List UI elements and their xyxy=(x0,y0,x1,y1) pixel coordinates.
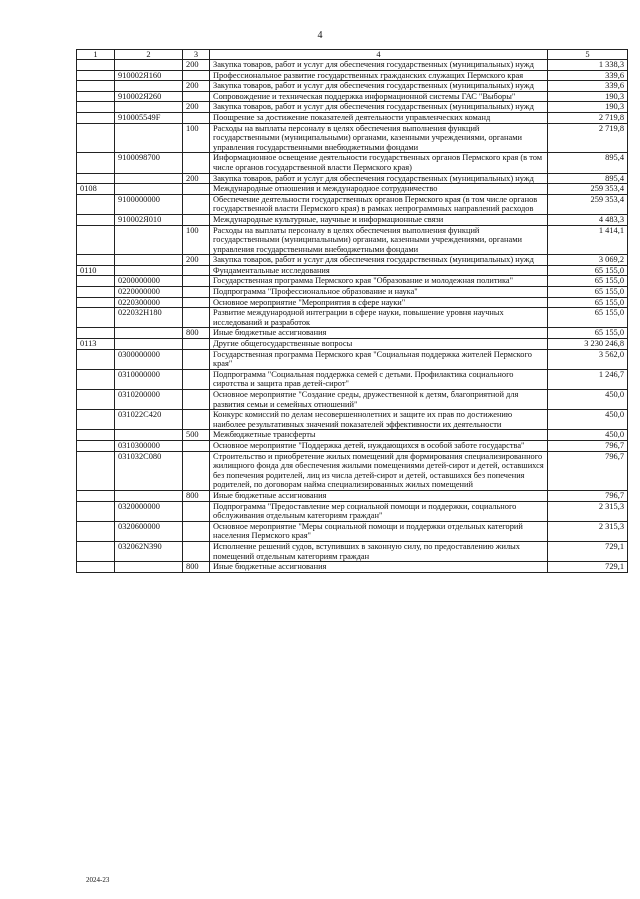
amount-cell: 65 155,0 xyxy=(548,287,628,298)
section-code-cell xyxy=(77,451,115,490)
amount-cell: 3 230 246,8 xyxy=(548,339,628,350)
expense-type-cell: 800 xyxy=(183,490,210,501)
description-cell: Конкурс комиссий по делам несовершеннолетних и защите их прав по достижению наиболее результативных значений показателей эффективности их деятельности xyxy=(210,410,548,430)
description-cell: Международные отношения и международное сотрудничество xyxy=(210,184,548,195)
section-code-cell xyxy=(77,369,115,389)
description-cell: Подпрограмма "Предоставление мер социальной помощи и поддержки, социального обслуживания отдельным категориям граждан" xyxy=(210,501,548,521)
target-code-cell xyxy=(115,265,183,276)
table-row xyxy=(77,81,628,92)
section-code-cell xyxy=(77,562,115,573)
amount-cell: 259 353,4 xyxy=(548,184,628,195)
target-code-cell: 0310200000 xyxy=(115,390,183,410)
amount-cell: 729,1 xyxy=(548,562,628,573)
expense-type-cell: 200 xyxy=(183,173,210,184)
description-cell: Государственная программа Пермского края "Социальная поддержка жителей Пермского края" xyxy=(210,349,548,369)
amount-cell: 450,0 xyxy=(548,410,628,430)
expense-type-cell xyxy=(183,153,210,173)
expense-type-cell xyxy=(183,70,210,81)
expense-type-cell xyxy=(183,297,210,308)
section-code-cell xyxy=(77,60,115,71)
expense-type-cell xyxy=(183,339,210,350)
target-code-cell: 0310300000 xyxy=(115,440,183,451)
description-cell: Исполнение решений судов, вступивших в законную силу, по предоставлению жилых помещений отдельным категориям граждан xyxy=(210,541,548,561)
section-code-cell xyxy=(77,255,115,266)
table-row xyxy=(77,91,628,102)
section-code-cell xyxy=(77,430,115,441)
expense-type-cell xyxy=(183,369,210,389)
section-code-cell xyxy=(77,440,115,451)
amount-cell: 4 483,3 xyxy=(548,214,628,225)
table-header-row xyxy=(77,50,628,60)
amount-cell: 2 719,8 xyxy=(548,123,628,153)
expense-type-cell xyxy=(183,214,210,225)
expense-type-cell xyxy=(183,440,210,451)
target-code-cell xyxy=(115,490,183,501)
expense-type-cell: 800 xyxy=(183,328,210,339)
section-code-cell xyxy=(77,501,115,521)
section-code-cell xyxy=(77,490,115,501)
target-code-cell: 0220000000 xyxy=(115,287,183,298)
amount-cell: 2 315,3 xyxy=(548,501,628,521)
expense-type-cell xyxy=(183,349,210,369)
header-cell-1: 1 xyxy=(77,50,115,60)
description-cell: Межбюджетные трансферты xyxy=(210,430,548,441)
expense-type-cell xyxy=(183,308,210,328)
description-cell: Закупка товаров, работ и услуг для обеспечения государственных (муниципальных) нужд xyxy=(210,255,548,266)
table-row xyxy=(77,541,628,561)
section-code-cell xyxy=(77,287,115,298)
description-cell: Профессиональное развитие государственных гражданских служащих Пермского края xyxy=(210,70,548,81)
target-code-cell xyxy=(115,225,183,255)
section-code-cell xyxy=(77,102,115,113)
table-row xyxy=(77,521,628,541)
description-cell: Поощрение за достижение показателей деятельности управленческих команд xyxy=(210,112,548,123)
amount-cell: 2 315,3 xyxy=(548,521,628,541)
target-code-cell: 032062N390 xyxy=(115,541,183,561)
target-code-cell xyxy=(115,255,183,266)
table-row xyxy=(77,60,628,71)
expense-type-cell xyxy=(183,265,210,276)
description-cell: Основное мероприятие "Создание среды, дружественной к детям, благоприятной для развития семьи и семейных отношений" xyxy=(210,390,548,410)
description-cell: Закупка товаров, работ и услуг для обеспечения государственных (муниципальных) нужд xyxy=(210,60,548,71)
target-code-cell: 0220300000 xyxy=(115,297,183,308)
amount-cell: 65 155,0 xyxy=(548,297,628,308)
description-cell: Закупка товаров, работ и услуг для обеспечения государственных (муниципальных) нужд xyxy=(210,173,548,184)
section-code-cell xyxy=(77,297,115,308)
amount-cell: 339,6 xyxy=(548,81,628,92)
description-cell: Другие общегосударственные вопросы xyxy=(210,339,548,350)
description-cell: Иные бюджетные ассигнования xyxy=(210,328,548,339)
target-code-cell xyxy=(115,184,183,195)
description-cell: Иные бюджетные ассигнования xyxy=(210,490,548,501)
table-row xyxy=(77,265,628,276)
header-cell-3: 3 xyxy=(183,50,210,60)
header-cell-5: 5 xyxy=(548,50,628,60)
amount-cell: 1 246,7 xyxy=(548,369,628,389)
section-code-cell xyxy=(77,112,115,123)
amount-cell: 190,3 xyxy=(548,91,628,102)
description-cell: Подпрограмма "Социальная поддержка семей с детьми. Профилактика социального сиротства и защита прав детей-сирот" xyxy=(210,369,548,389)
section-code-cell xyxy=(77,276,115,287)
table-row xyxy=(77,562,628,573)
target-code-cell xyxy=(115,339,183,350)
target-code-cell xyxy=(115,123,183,153)
section-code-cell xyxy=(77,308,115,328)
amount-cell: 3 069,2 xyxy=(548,255,628,266)
table-row xyxy=(77,297,628,308)
section-code-cell xyxy=(77,153,115,173)
section-code-cell xyxy=(77,390,115,410)
amount-cell: 895,4 xyxy=(548,153,628,173)
page-number: 4 xyxy=(317,30,323,41)
amount-cell: 3 562,0 xyxy=(548,349,628,369)
table-row xyxy=(77,70,628,81)
amount-cell: 796,7 xyxy=(548,440,628,451)
amount-cell: 259 353,4 xyxy=(548,194,628,214)
target-code-cell: 0200000000 xyxy=(115,276,183,287)
description-cell: Расходы на выплаты персоналу в целях обеспечения выполнения функций государственными (муниципальными) органами, казенными учреждениями, органами управления государственными внебюджетными фондами xyxy=(210,225,548,255)
footer-code: 2024-23 xyxy=(86,876,110,884)
expense-type-cell xyxy=(183,501,210,521)
target-code-cell xyxy=(115,430,183,441)
table-row xyxy=(77,225,628,255)
amount-cell: 339,6 xyxy=(548,70,628,81)
description-cell: Государственная программа Пермского края "Образование и молодежная политика" xyxy=(210,276,548,287)
section-code-cell: 0113 xyxy=(77,339,115,350)
expense-type-cell: 100 xyxy=(183,225,210,255)
expense-type-cell xyxy=(183,521,210,541)
amount-cell: 796,7 xyxy=(548,451,628,490)
target-code-cell: 022032Н180 xyxy=(115,308,183,328)
table-row xyxy=(77,490,628,501)
table-row xyxy=(77,390,628,410)
target-code-cell xyxy=(115,81,183,92)
section-code-cell xyxy=(77,521,115,541)
target-code-cell: 0300000000 xyxy=(115,349,183,369)
expense-type-cell: 500 xyxy=(183,430,210,441)
table-row xyxy=(77,184,628,195)
amount-cell: 65 155,0 xyxy=(548,328,628,339)
description-cell: Закупка товаров, работ и услуг для обеспечения государственных (муниципальных) нужд xyxy=(210,102,548,113)
target-code-cell: 0320600000 xyxy=(115,521,183,541)
expense-type-cell: 800 xyxy=(183,562,210,573)
expense-type-cell xyxy=(183,112,210,123)
budget-table xyxy=(76,49,628,573)
expense-type-cell: 200 xyxy=(183,102,210,113)
amount-cell: 1 338,3 xyxy=(548,60,628,71)
header-cell-4: 4 xyxy=(210,50,548,60)
section-code-cell xyxy=(77,91,115,102)
description-cell: Иные бюджетные ассигнования xyxy=(210,562,548,573)
description-cell: Обеспечение деятельности государственных органов Пермского края (в том числе органов государственной власти Пермского края) в рамках непрограммных направлений расходов xyxy=(210,194,548,214)
target-code-cell: 910002Я010 xyxy=(115,214,183,225)
expense-type-cell xyxy=(183,276,210,287)
table-row xyxy=(77,112,628,123)
section-code-cell xyxy=(77,214,115,225)
amount-cell: 65 155,0 xyxy=(548,308,628,328)
amount-cell: 450,0 xyxy=(548,430,628,441)
table-row xyxy=(77,153,628,173)
table-row xyxy=(77,255,628,266)
expense-type-cell: 200 xyxy=(183,255,210,266)
target-code-cell: 9100000000 xyxy=(115,194,183,214)
section-code-cell: 0110 xyxy=(77,265,115,276)
expense-type-cell xyxy=(183,287,210,298)
expense-type-cell xyxy=(183,184,210,195)
target-code-cell xyxy=(115,328,183,339)
description-cell: Основное мероприятие "Поддержка детей, нуждающихся в особой заботе государства" xyxy=(210,440,548,451)
table-row xyxy=(77,173,628,184)
table-row xyxy=(77,123,628,153)
table-row xyxy=(77,501,628,521)
expense-type-cell xyxy=(183,410,210,430)
table-row xyxy=(77,308,628,328)
description-cell: Основное мероприятие "Меры социальной помощи и поддержки отдельных категорий населения Пермского края" xyxy=(210,521,548,541)
section-code-cell xyxy=(77,225,115,255)
expense-type-cell xyxy=(183,91,210,102)
target-code-cell: 0320000000 xyxy=(115,501,183,521)
description-cell: Фундаментальные исследования xyxy=(210,265,548,276)
target-code-cell: 0310000000 xyxy=(115,369,183,389)
table-row xyxy=(77,369,628,389)
description-cell: Закупка товаров, работ и услуг для обеспечения государственных (муниципальных) нужд xyxy=(210,81,548,92)
target-code-cell xyxy=(115,173,183,184)
table-row xyxy=(77,194,628,214)
section-code-cell xyxy=(77,541,115,561)
budget-table-body xyxy=(77,50,628,573)
target-code-cell xyxy=(115,102,183,113)
section-code-cell xyxy=(77,81,115,92)
section-code-cell xyxy=(77,349,115,369)
amount-cell: 796,7 xyxy=(548,490,628,501)
amount-cell: 895,4 xyxy=(548,173,628,184)
amount-cell: 450,0 xyxy=(548,390,628,410)
table-row xyxy=(77,328,628,339)
table-row xyxy=(77,276,628,287)
section-code-cell xyxy=(77,173,115,184)
expense-type-cell: 200 xyxy=(183,60,210,71)
expense-type-cell: 200 xyxy=(183,81,210,92)
description-cell: Международные культурные, научные и информационные связи xyxy=(210,214,548,225)
table-row xyxy=(77,349,628,369)
description-cell: Информационное освещение деятельности государственных органов Пермского края (в том числе органов государственной власти Пермского края) xyxy=(210,153,548,173)
description-cell: Развитие международной интеграции в сфере науки, повышение уровня научных исследований и разработок xyxy=(210,308,548,328)
expense-type-cell: 100 xyxy=(183,123,210,153)
target-code-cell: 910002Я260 xyxy=(115,91,183,102)
amount-cell: 65 155,0 xyxy=(548,276,628,287)
amount-cell: 65 155,0 xyxy=(548,265,628,276)
target-code-cell: 031032С080 xyxy=(115,451,183,490)
expense-type-cell xyxy=(183,194,210,214)
table-row xyxy=(77,339,628,350)
expense-type-cell xyxy=(183,451,210,490)
section-code-cell xyxy=(77,70,115,81)
expense-type-cell xyxy=(183,541,210,561)
section-code-cell xyxy=(77,328,115,339)
amount-cell: 2 719,8 xyxy=(548,112,628,123)
target-code-cell: 9100098700 xyxy=(115,153,183,173)
table-row xyxy=(77,102,628,113)
description-cell: Подпрограмма "Профессиональное образование и наука" xyxy=(210,287,548,298)
target-code-cell xyxy=(115,60,183,71)
section-code-cell: 0108 xyxy=(77,184,115,195)
target-code-cell: 910002Я160 xyxy=(115,70,183,81)
table-row xyxy=(77,410,628,430)
section-code-cell xyxy=(77,410,115,430)
description-cell: Строительство и приобретение жилых помещений для формирования специализированного жилищного фонда для обеспечения жилыми помещениями детей-сирот и детей, оставшихся без попечения родителей, лиц из числа детей-сирот и детей, оставшихся без попечения родителей, по договорам найма специализированных жилых помещений xyxy=(210,451,548,490)
section-code-cell xyxy=(77,194,115,214)
table-row xyxy=(77,451,628,490)
expense-type-cell xyxy=(183,390,210,410)
target-code-cell xyxy=(115,562,183,573)
description-cell: Сопровождение и техническая поддержка информационной системы ГАС "Выборы" xyxy=(210,91,548,102)
table-row xyxy=(77,430,628,441)
target-code-cell: 910005549F xyxy=(115,112,183,123)
table-row xyxy=(77,287,628,298)
amount-cell: 1 414,1 xyxy=(548,225,628,255)
header-cell-2: 2 xyxy=(115,50,183,60)
amount-cell: 729,1 xyxy=(548,541,628,561)
table-row xyxy=(77,214,628,225)
amount-cell: 190,3 xyxy=(548,102,628,113)
section-code-cell xyxy=(77,123,115,153)
description-cell: Расходы на выплаты персоналу в целях обеспечения выполнения функций государственными (муниципальными) органами, казенными учреждениями, органами управления государственными внебюджетными фондами xyxy=(210,123,548,153)
table-row xyxy=(77,440,628,451)
description-cell: Основное мероприятие "Мероприятия в сфере науки" xyxy=(210,297,548,308)
target-code-cell: 031022С420 xyxy=(115,410,183,430)
